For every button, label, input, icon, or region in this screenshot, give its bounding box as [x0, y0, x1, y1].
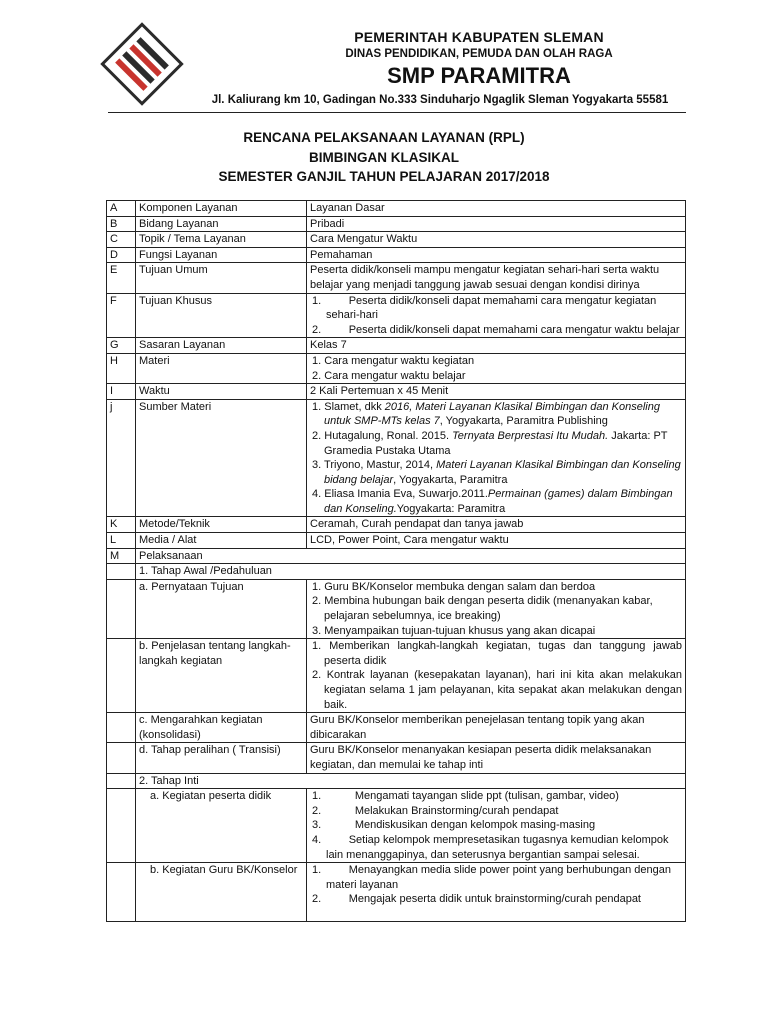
row-code: H — [107, 353, 136, 383]
item-number: 1. — [312, 294, 322, 307]
reference-title: Permainan (games) dalam Bimbingan dan Konseling. — [324, 488, 673, 515]
item-text: Mendiskusikan dengan kelompok masing-masing — [354, 819, 596, 832]
row-value: Pemahaman — [307, 247, 686, 263]
list-item — [310, 833, 682, 862]
row-code: B — [107, 216, 136, 232]
school-name: SMP PARAMITRA — [387, 63, 571, 88]
row-code — [107, 863, 136, 922]
row-value: Layanan Dasar — [307, 201, 686, 217]
row-value: LCD, Power Point, Cara mengatur waktu — [307, 533, 686, 549]
row-code — [107, 564, 136, 580]
item-text: Membina hubungan baik dengan peserta didik (menanyakan kabar, pelajaran sebelumnya, ice breaking) — [324, 595, 653, 623]
item-text: Mengamati tayangan slide ppt (tulisan, gambar, video) — [354, 790, 619, 803]
table-row — [107, 773, 686, 789]
item-number: 1. — [312, 580, 322, 593]
list-item — [310, 369, 682, 384]
row-label: Fungsi Layanan — [136, 247, 307, 263]
section-heading: 2. Tahap Inti — [136, 773, 686, 789]
row-value: Peserta didik/konseli mampu mengatur kegiatan sehari-hari serta waktu belajar yang menjadi tanggung jawab sesuai dengan kondisi dirinya — [307, 263, 686, 293]
row-code — [107, 713, 136, 743]
school-address: Jl. Kaliurang km 10, Gadingan No.333 Sinduharjo Ngaglik Sleman Yogyakarta 55581 — [211, 94, 669, 106]
table-row — [107, 384, 686, 400]
reference-publisher: Jakarta: PT Gramedia Pustaka Utama — [324, 429, 668, 457]
reference-item — [310, 429, 682, 458]
row-code: K — [107, 517, 136, 533]
reference-title: 2016, Materi Layanan Klasikal Bimbingan dan Konseling untuk SMP-MTs kelas 7 — [324, 400, 660, 428]
row-value: 2 Kali Pertemuan x 45 Menit — [307, 384, 686, 400]
row-label: b. Kegiatan Guru BK/Konselor — [136, 863, 307, 922]
row-code: I — [107, 384, 136, 400]
row-code: L — [107, 533, 136, 549]
item-text: Melakukan Brainstorming/curah pendapat — [354, 804, 559, 817]
item-number: 2. — [312, 369, 322, 382]
row-value: Guru BK/Konselor menanyakan kesiapan peserta didik melaksanakan kegiatan, dan memulai ke tahap inti — [307, 743, 686, 773]
document-title — [0, 128, 768, 187]
row-code — [107, 789, 136, 863]
reference-publisher: , Yogyakarta, Paramitra Publishing — [439, 415, 608, 428]
item-text: Menayangkan media slide power point yang berhubungan dengan materi layanan — [326, 864, 671, 891]
reference-title: Ternyata Berprestasi Itu Mudah. — [452, 429, 609, 442]
item-number: 2. — [312, 804, 322, 817]
row-value: Guru BK/Konselor memberikan penejelasan tentang topik yang akan dibicarakan — [307, 713, 686, 743]
item-text: Memberikan langkah-langkah kegiatan, tugas dan tanggung jawab peserta didik — [324, 640, 682, 667]
table-row — [107, 263, 686, 293]
list-item — [310, 594, 682, 623]
title-line-2: BIMBINGAN KLASIKAL — [309, 149, 459, 165]
row-code: D — [107, 247, 136, 263]
reference-author: Triyono, Mastur, 2014, — [324, 459, 437, 472]
table-row — [107, 353, 686, 383]
row-value — [307, 639, 686, 713]
reference-item — [310, 400, 682, 429]
row-code — [107, 579, 136, 638]
table-row — [107, 399, 686, 517]
row-label: c. Mengarahkan kegiatan (konsolidasi) — [136, 713, 307, 743]
list-item — [310, 892, 682, 907]
row-label: a. Kegiatan peserta didik — [136, 789, 307, 863]
table-row — [107, 293, 686, 338]
row-value — [307, 579, 686, 638]
reference-item — [310, 487, 682, 516]
rpl-table — [106, 200, 686, 922]
list-item — [310, 580, 682, 595]
reference-publisher: , Yogyakarta, Paramitra — [393, 473, 508, 486]
row-label: Topik / Tema Layanan — [136, 232, 307, 248]
table-row — [107, 216, 686, 232]
row-code: C — [107, 232, 136, 248]
item-text: Menyampaikan tujuan-tujuan khusus yang akan dicapai — [324, 624, 596, 637]
row-code: j — [107, 399, 136, 517]
reference-item — [310, 458, 682, 487]
item-number: 3. — [312, 459, 322, 472]
item-number: 2. — [312, 429, 322, 442]
list-item — [310, 818, 682, 833]
list-item — [310, 668, 682, 712]
row-value — [307, 353, 686, 383]
row-label: b. Penjelasan tentang langkah-langkah kegiatan — [136, 639, 307, 713]
row-code: M — [107, 548, 136, 564]
list-item — [310, 624, 682, 639]
table-row — [107, 579, 686, 638]
table-row — [107, 517, 686, 533]
table-row — [107, 713, 686, 743]
row-code — [107, 639, 136, 713]
item-number: 1. — [312, 790, 322, 803]
department-name: DINAS PENDIDIKAN, PEMUDA DAN OLAH RAGA — [345, 48, 613, 60]
row-value: Pribadi — [307, 216, 686, 232]
section-heading: 1. Tahap Awal /Pedahuluan — [136, 564, 686, 580]
title-line-1: RENCANA PELAKSANAAN LAYANAN (RPL) — [243, 130, 525, 145]
row-code: E — [107, 263, 136, 293]
row-label: Bidang Layanan — [136, 216, 307, 232]
list-item — [310, 354, 682, 369]
list-item — [310, 639, 682, 668]
item-number: 2. — [312, 893, 322, 906]
reference-author: Eliasa Imania Eva, Suwarjo.2011. — [324, 488, 488, 501]
row-value: Cara Mengatur Waktu — [307, 232, 686, 248]
row-label: Materi — [136, 353, 307, 383]
item-number: 2. — [312, 595, 322, 608]
header-divider — [108, 112, 686, 113]
item-text: Mengajak peserta didik untuk brainstorming/curah pendapat — [348, 893, 641, 906]
item-number: 1. — [312, 354, 322, 367]
list-item — [310, 789, 682, 804]
item-text: Kontrak layanan (kesepakatan layanan), hari ini kita akan melakukan kegiatan selama 1 jam pelayanan, kita sepakat akan melakukan dengan baik. — [324, 669, 682, 711]
row-code: F — [107, 293, 136, 338]
row-code: G — [107, 338, 136, 354]
table-row — [107, 564, 686, 580]
item-number: 2. — [312, 669, 322, 682]
table-row — [107, 201, 686, 217]
row-label: Waktu — [136, 384, 307, 400]
row-label: Sumber Materi — [136, 399, 307, 517]
item-number: 1. — [312, 640, 322, 653]
item-number: 4. — [312, 833, 322, 846]
row-value: Ceramah, Curah pendapat dan tanya jawab — [307, 517, 686, 533]
reference-author: Hutagalung, Ronal. 2015. — [324, 429, 453, 442]
row-label: a. Pernyataan Tujuan — [136, 579, 307, 638]
item-text: Cara mengatur waktu kegiatan — [324, 354, 475, 367]
table-row — [107, 232, 686, 248]
item-number: 1. — [312, 400, 322, 413]
list-item — [310, 863, 682, 892]
table-row — [107, 639, 686, 713]
row-label: d. Tahap peralihan ( Transisi) — [136, 743, 307, 773]
row-code — [107, 773, 136, 789]
table-row — [107, 533, 686, 549]
row-label: Tujuan Umum — [136, 263, 307, 293]
row-code: A — [107, 201, 136, 217]
letterhead — [190, 28, 768, 90]
row-label: Media / Alat — [136, 533, 307, 549]
row-value — [307, 293, 686, 338]
row-label: Sasaran Layanan — [136, 338, 307, 354]
reference-publisher: Yogyakarta: Paramitra — [396, 502, 506, 515]
table-row — [107, 548, 686, 564]
government-name: PEMERINTAH KABUPATEN SLEMAN — [354, 29, 604, 45]
item-number: 3. — [312, 819, 322, 832]
list-item — [310, 804, 682, 819]
item-text: Cara mengatur waktu belajar — [324, 369, 466, 382]
table-row — [107, 789, 686, 863]
item-number: 1. — [312, 864, 322, 877]
reference-author: Slamet, dkk — [324, 400, 385, 413]
item-text: Peserta didik/konseli dapat memahami cara mengatur waktu belajar — [348, 323, 680, 336]
title-line-3: SEMESTER GANJIL TAHUN PELAJARAN 2017/2018 — [218, 169, 550, 184]
list-item — [310, 294, 682, 323]
table-row — [107, 743, 686, 773]
table-row — [107, 247, 686, 263]
row-value: Kelas 7 — [307, 338, 686, 354]
table-row — [107, 863, 686, 922]
item-text: Peserta didik/konseli dapat memahami cara mengatur kegiatan sehari-hari — [326, 294, 657, 322]
row-label: Pelaksanaan — [136, 548, 686, 564]
reference-title: Materi Layanan Klasikal Bimbingan dan Konseling bidang belajar — [324, 459, 681, 486]
list-item — [310, 323, 682, 338]
row-value — [307, 399, 686, 517]
item-text: Setiap kelompok mempresetasikan tugasnya kemudian kelompok lain menanggapinya, dan seterusnya bergantian sampai selesai. — [326, 833, 669, 861]
row-label: Tujuan Khusus — [136, 293, 307, 338]
row-label: Metode/Teknik — [136, 517, 307, 533]
row-value — [307, 789, 686, 863]
row-label: Komponen Layanan — [136, 201, 307, 217]
item-number: 2. — [312, 323, 322, 336]
row-code — [107, 743, 136, 773]
item-number: 3. — [312, 624, 322, 637]
row-value — [307, 863, 686, 922]
item-number: 4. — [312, 488, 322, 501]
item-text: Guru BK/Konselor membuka dengan salam dan berdoa — [324, 580, 596, 593]
table-row — [107, 338, 686, 354]
